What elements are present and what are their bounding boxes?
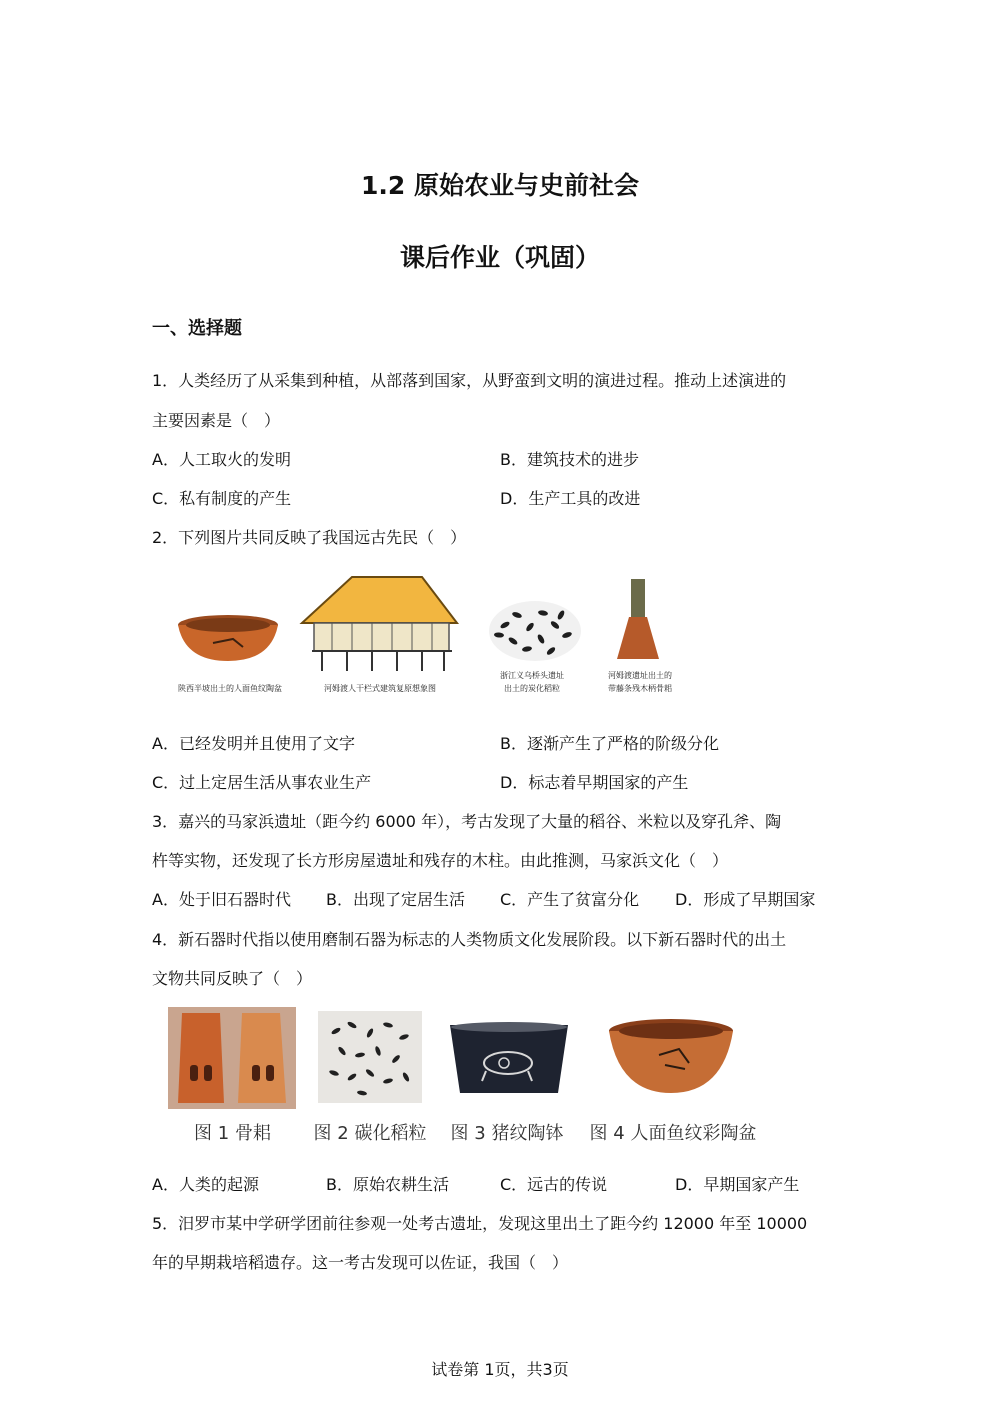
q2-stem-line1: 2．下列图片共同反映了我国远古先民（ ） bbox=[152, 528, 467, 547]
page-footer: 试卷第 1页，共3页 bbox=[431, 1360, 569, 1379]
q3-option-b: B．出现了定居生活 bbox=[326, 890, 465, 909]
q2-option-a: A．已经发明并且使用了文字 bbox=[152, 734, 355, 753]
q2-caption-2: 河姆渡人干栏式建筑复原想象图 bbox=[324, 684, 436, 693]
q1-stem-line2: 主要因素是（ ） bbox=[152, 411, 281, 430]
q2-option-c: C．过上定居生活从事农业生产 bbox=[152, 773, 372, 792]
q4-caption-4: 图 4 人面鱼纹彩陶盆 bbox=[589, 1123, 757, 1144]
section-heading: 一、选择题 bbox=[152, 318, 242, 339]
q3-stem-line1: 3．嘉兴的马家浜遗址（距今约 6000 年），考古发现了大量的稻谷、米粒以及穿孔斧、陶 bbox=[152, 812, 782, 831]
q3-option-c: C．产生了贫富分化 bbox=[500, 890, 640, 909]
q3-stem-line2: 杵等实物，还发现了长方形房屋遗址和残存的木柱。由此推测，马家浜文化（ ） bbox=[152, 851, 729, 870]
q5-stem-line1: 5．汨罗市某中学研学团前往参观一处考古遗址，发现这里出土了距今约 12000 年至 10000 bbox=[152, 1214, 808, 1233]
q3-option-a: A．处于旧石器时代 bbox=[152, 890, 291, 909]
q1-option-b: B．建筑技术的进步 bbox=[500, 450, 639, 469]
q1-option-d: D．生产工具的改进 bbox=[500, 489, 641, 508]
q4-option-b: B．原始农耕生活 bbox=[326, 1175, 449, 1194]
q4-caption-3: 图 3 猪纹陶钵 bbox=[450, 1123, 564, 1144]
bone-spade-image bbox=[613, 577, 663, 667]
page-subtitle: 课后作业（巩固） bbox=[399, 243, 600, 272]
q2-option-d: D．标志着早期国家的产生 bbox=[500, 773, 689, 792]
q2-caption-1: 陕西半坡出土的人面鱼纹陶盆 bbox=[178, 684, 282, 693]
q5-stem-line2: 年的早期栽培稻遗存。这一考古发现可以佐证，我国（ ） bbox=[152, 1253, 569, 1272]
q2-caption-3: 浙江义乌桥头遗址 bbox=[500, 671, 564, 680]
q2-caption-6: 带藤条残木柄骨耜 bbox=[608, 684, 672, 693]
painted-basin-photo bbox=[605, 1017, 737, 1097]
pig-pattern-pottery-photo bbox=[446, 1019, 572, 1099]
page-title: 1.2 原始农业与史前社会 bbox=[361, 171, 639, 200]
q4-option-d: D．早期国家产生 bbox=[675, 1175, 800, 1194]
q2-caption-5: 河姆渡遗址出土的 bbox=[608, 671, 672, 680]
q4-option-c: C．远古的传说 bbox=[500, 1175, 608, 1194]
carbonized-rice-photo bbox=[318, 1011, 422, 1103]
q1-option-a: A．人工取火的发明 bbox=[152, 450, 291, 469]
q4-figure-row bbox=[160, 1005, 760, 1155]
q4-caption-2: 图 2 碳化稻粒 bbox=[313, 1123, 427, 1144]
q1-option-c: C．私有制度的产生 bbox=[152, 489, 292, 508]
q4-option-a: A．人类的起源 bbox=[152, 1175, 259, 1194]
q1-stem-line1: 1．人类经历了从采集到种植，从部落到国家，从野蛮到文明的演进过程。推动上述演进的 bbox=[152, 371, 787, 390]
q4-caption-1: 图 1 骨耜 bbox=[194, 1123, 271, 1144]
carbonized-rice-image bbox=[485, 597, 585, 665]
painted-pottery-basin-image bbox=[173, 613, 283, 663]
stilt-house-image bbox=[292, 575, 462, 675]
bone-spade-photo bbox=[168, 1007, 296, 1109]
q2-figure-row bbox=[165, 575, 695, 700]
q3-option-d: D．形成了早期国家 bbox=[675, 890, 816, 909]
q4-stem-line1: 4．新石器时代指以使用磨制石器为标志的人类物质文化发展阶段。以下新石器时代的出土 bbox=[152, 930, 787, 949]
q2-caption-4: 出土的炭化稻粒 bbox=[504, 684, 560, 693]
q2-option-b: B．逐渐产生了严格的阶级分化 bbox=[500, 734, 719, 753]
q4-stem-line2: 文物共同反映了（ ） bbox=[152, 969, 313, 988]
